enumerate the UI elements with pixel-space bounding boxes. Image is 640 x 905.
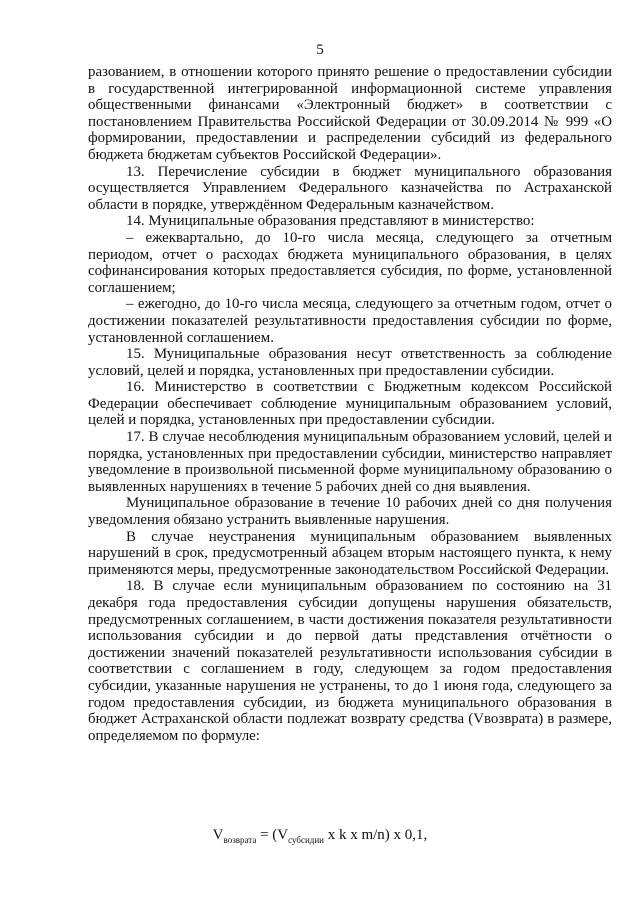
formula-eq: = (V (256, 827, 289, 843)
formula-sub-return: возврата (223, 835, 257, 845)
paragraph-p18: 18. В случае если муниципальным образованием по состоянию на 31 декабря года предоставления субсидии допущены нарушения обязательств, предусмотренных соглашением, в части достижения показателя результативности использования субсидии и до первой даты представления отчётности о достижении значений показателей результативности использования субсидии в соответствии с соглашением в году, следующем за годом предоставления субсидии, указанные нарушения не устранены, то до 1 июня года, следующего за годом предоставления субсидии, из бюджета муниципального образования в бюджет Астраханской области подлежат возврату средства (Vвозврата) в размере, определяемом по формуле: (88, 578, 612, 744)
formula-sub-subsidy: субсидии (288, 835, 324, 845)
page-number: 5 (316, 42, 324, 58)
paragraph-p13: 13. Перечисление субсидии в бюджет муниципального образования осуществляется Управлением Федерального казначейства по Астраханской области в порядке, утверждённом Федеральным казначейством. (88, 163, 612, 213)
formula-v: V (212, 827, 224, 843)
formula-tail: x k x m/n) x 0,1, (323, 827, 428, 843)
paragraph-p17b: Муниципальное образование в течение 10 рабочих дней со дня получения уведомления обязано устранить выявленные нарушения. (88, 495, 612, 529)
paragraph-p16: 16. Министерство в соответствии с Бюджетным кодексом Российской Федерации обеспечивает соблюдение муниципальным образованием условий, целей и порядка, установленных при предоставлении субсидии. (88, 379, 612, 429)
paragraph-p17: 17. В случае несоблюдения муниципальным образованием условий, целей и порядка, установленных при предоставлении субсидии, министерство направляет уведомление в произвольной письменной форме муниципальному образованию о выявленных нарушениях в течение 5 рабочих дней со дня выявления. (88, 429, 612, 495)
formula (0, 827, 640, 845)
paragraph-p14a: – ежеквартально, до 10-го числа месяца, следующего за отчетным периодом, отчет о расходах бюджета муниципального образования, в целях софинансирования которых предоставляется субсидия, по форме, установленной соглашением; (88, 229, 612, 296)
paragraph-p-cont: разованием, в отношении которого принято решение о предоставлении субсидии в государственной интегрированной информационной системе управления общественными финансами «Электронный бюджет» в соответствии с постановлением Правительства Российской Федерации от 30.09.2014 № 999 «О формировании, предоставлении и распределении субсидий из федерального бюджета бюджетам субъектов Российской Федерации». (88, 64, 612, 163)
document-body (88, 64, 612, 744)
paragraph-p14b: – ежегодно, до 10-го числа месяца, следующего за отчетным годом, отчет о достижении показателей результативности предоставления субсидии по форме, установленной соглашением. (88, 296, 612, 346)
paragraph-p17c: В случае неустранения муниципальным образованием выявленных нарушений в срок, предусмотренный абзацем вторым настоящего пункта, к нему применяются меры, предусмотренные законодательством Российской Федерации. (88, 528, 612, 578)
paragraph-p15: 15. Муниципальные образования несут ответственность за соблюдение условий, целей и порядка, установленных при предоставлении субсидии. (88, 346, 612, 379)
paragraph-p14: 14. Муниципальные образования представляют в министерство: (126, 213, 535, 230)
